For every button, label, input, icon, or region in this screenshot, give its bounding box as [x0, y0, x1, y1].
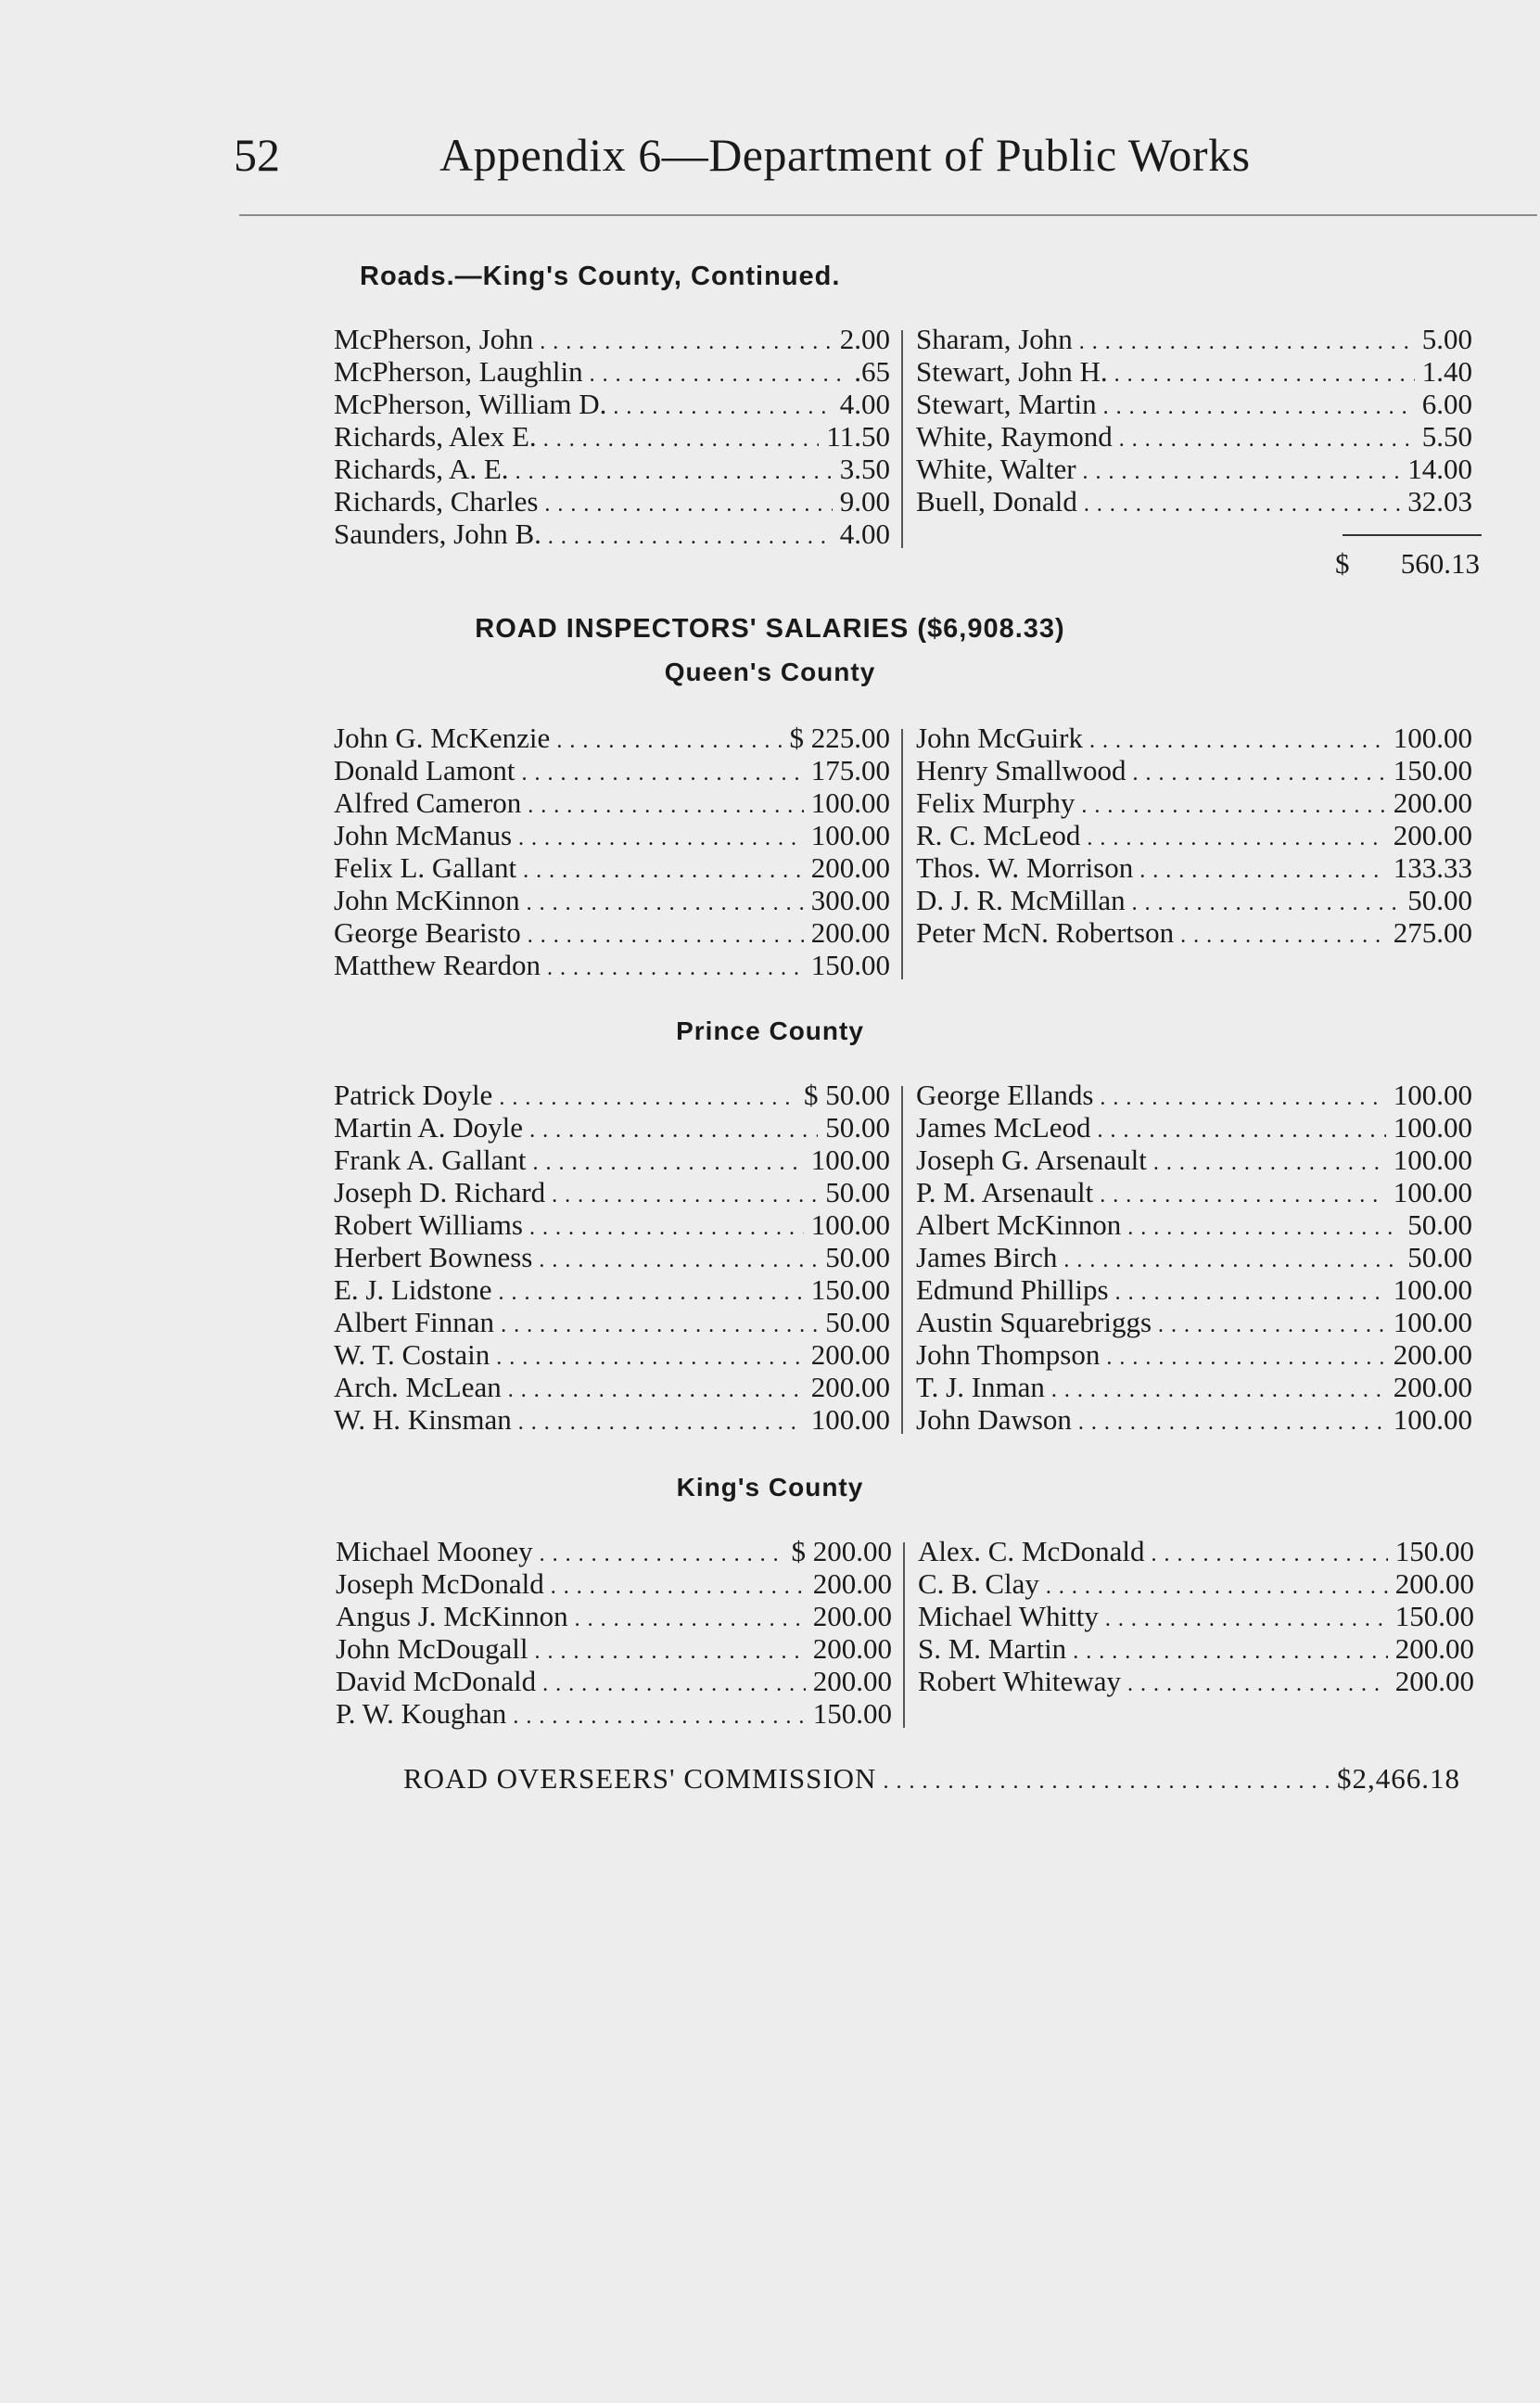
entry-amount: 200.00	[804, 1371, 890, 1403]
entry-name: Joseph G. Arsenault . . .	[916, 1144, 1472, 1180]
entry-name: Henry Smallwood . . .	[916, 754, 1472, 790]
entry-name: Buell, Donald . . .	[916, 485, 1472, 521]
page-number: 52	[234, 129, 280, 181]
total-value: 560.13	[1400, 547, 1480, 580]
ledger-row	[916, 453, 1472, 485]
ledger-row	[334, 323, 890, 355]
entry-amount: 9.00	[833, 485, 890, 518]
entry-amount: 200.00	[806, 1665, 892, 1697]
ledger-row	[334, 819, 890, 851]
entry-amount: 150.00	[1386, 754, 1472, 786]
prince-heading: Prince County	[676, 1016, 864, 1045]
entry-name: T. J. Inman . . .	[916, 1371, 1472, 1407]
entry-amount: 11.50	[819, 420, 890, 453]
ledger-row	[916, 786, 1472, 819]
entry-name: Alex. C. McDonald . . .	[918, 1535, 1474, 1571]
entry-name: Arch. McLean . . .	[334, 1371, 890, 1407]
column-divider	[901, 1086, 903, 1434]
roads-heading: Roads.—King's County, Continued.	[360, 262, 841, 291]
ledger-row	[334, 1371, 890, 1403]
entry-name: Robert Williams . . .	[334, 1208, 890, 1245]
ledger-row	[334, 1079, 890, 1111]
entry-name: Stewart, Martin . . .	[916, 388, 1472, 424]
entry-name: McPherson, John . . .	[334, 323, 890, 359]
ledger-row	[336, 1600, 892, 1632]
entry-name: S. M. Martin . . .	[918, 1632, 1474, 1668]
entry-amount: 100.00	[1386, 1306, 1472, 1338]
entry-amount: 100.00	[804, 786, 890, 819]
entry-name: Martin A. Doyle . . .	[334, 1111, 890, 1147]
entry-amount: 100.00	[1386, 1111, 1472, 1144]
entry-amount: 100.00	[1386, 1144, 1472, 1176]
entry-name: Donald Lamont . . .	[334, 754, 890, 790]
entry-amount: 50.00	[818, 1241, 890, 1273]
page-title: Appendix 6—Department of Public Works	[439, 129, 1251, 181]
entry-amount: 4.00	[833, 518, 890, 550]
entry-name: Richards, Alex E. . . .	[334, 420, 890, 456]
entry-amount: 200.00	[804, 851, 890, 884]
entry-name: Alfred Cameron . . .	[334, 786, 890, 823]
ledger-row	[918, 1665, 1474, 1697]
entry-name: Matthew Reardon . . .	[334, 949, 890, 985]
ledger-row	[336, 1567, 892, 1600]
entry-name: White, Walter . . .	[916, 453, 1472, 489]
ledger-row	[334, 916, 890, 949]
entry-name: Joseph D. Richard . . .	[334, 1176, 890, 1212]
total-rule	[1343, 534, 1482, 536]
entry-amount: 4.00	[833, 388, 890, 420]
right-column	[916, 722, 1472, 949]
ledger-row	[334, 722, 890, 754]
ledger-row	[334, 1144, 890, 1176]
ledger-row	[916, 323, 1472, 355]
ledger-row	[916, 819, 1472, 851]
entry-amount: $ 200.00	[784, 1535, 893, 1567]
entry-amount: 100.00	[1386, 1403, 1472, 1436]
entry-amount: 200.00	[1386, 1371, 1472, 1403]
ledger-row	[334, 420, 890, 453]
ledger-row	[916, 754, 1472, 786]
entry-amount: 50.00	[818, 1111, 890, 1144]
ledger-row	[916, 1371, 1472, 1403]
entry-name: Edmund Phillips . . .	[916, 1273, 1472, 1310]
entry-name: P. M. Arsenault . . .	[916, 1176, 1472, 1212]
commission-label: ROAD OVERSEERS' COMMISSION . . .	[403, 1762, 1434, 1795]
entry-amount: $ 225.00	[783, 722, 891, 754]
roads-table	[334, 323, 1474, 555]
entry-name: Joseph McDonald . . .	[336, 1567, 892, 1604]
entry-amount: 5.00	[1415, 323, 1472, 355]
ledger-row	[916, 916, 1472, 949]
entry-amount: 150.00	[806, 1697, 892, 1730]
entry-amount: 200.00	[806, 1567, 892, 1600]
entry-name: John McKinnon . . .	[334, 884, 890, 920]
entry-name: James McLeod . . .	[916, 1111, 1472, 1147]
entry-amount: 50.00	[818, 1306, 890, 1338]
page-header	[234, 128, 1328, 193]
entry-amount: 200.00	[1386, 1338, 1472, 1371]
ledger-row	[916, 420, 1472, 453]
ledger-row	[334, 1241, 890, 1273]
ledger-row	[918, 1632, 1474, 1665]
entry-amount: 50.00	[1400, 884, 1472, 916]
entry-amount: 200.00	[1388, 1567, 1474, 1600]
left-column	[334, 323, 890, 550]
entry-name: John McDougall . . .	[336, 1632, 892, 1668]
ledger-row	[334, 1176, 890, 1208]
entry-name: Peter McN. Robertson . . .	[916, 916, 1472, 952]
ledger-row	[334, 754, 890, 786]
entry-amount: 100.00	[1386, 1079, 1472, 1111]
entry-amount: 150.00	[804, 949, 890, 981]
entry-name: R. C. McLeod . . .	[916, 819, 1472, 855]
entry-name: McPherson, Laughlin . . .	[334, 355, 890, 391]
entry-amount: 150.00	[804, 1273, 890, 1306]
queens-table	[334, 722, 1474, 991]
column-divider	[903, 1542, 905, 1728]
entry-name: John G. McKenzie . . .	[334, 722, 890, 758]
ledger-row	[334, 1338, 890, 1371]
entry-name: C. B. Clay . . .	[918, 1567, 1474, 1604]
entry-amount: 2.00	[833, 323, 890, 355]
ledger-row	[334, 355, 890, 388]
commission-amount: $2,466.18	[1331, 1760, 1460, 1797]
entry-name: Michael Whitty . . .	[918, 1600, 1474, 1636]
entry-name: John McManus . . .	[334, 819, 890, 855]
entry-amount: 200.00	[1386, 786, 1472, 819]
ledger-row	[916, 1273, 1472, 1306]
right-column	[916, 1079, 1472, 1436]
entry-name: Michael Mooney . . .	[336, 1535, 892, 1571]
entry-name: David McDonald . . .	[336, 1665, 892, 1701]
ledger-row	[916, 722, 1472, 754]
ledger-row	[334, 786, 890, 819]
entry-amount: 300.00	[804, 884, 890, 916]
ledger-row	[334, 388, 890, 420]
entry-name: John McGuirk . . .	[916, 722, 1472, 758]
entry-name: Richards, Charles . . .	[334, 485, 890, 521]
entry-amount: 100.00	[804, 1208, 890, 1241]
right-column	[916, 323, 1472, 518]
ledger-row	[916, 1176, 1472, 1208]
entry-amount: 200.00	[806, 1632, 892, 1665]
entry-name: Richards, A. E. . . .	[334, 453, 890, 489]
entry-name: Stewart, John H. . . .	[916, 355, 1472, 391]
roads-total	[1335, 547, 1480, 581]
entry-amount: 175.00	[804, 754, 890, 786]
entry-name: White, Raymond . . .	[916, 420, 1472, 456]
entry-name: Felix L. Gallant . . .	[334, 851, 890, 888]
entry-amount: 133.33	[1386, 851, 1472, 884]
ledger-row	[336, 1632, 892, 1665]
ledger-row	[916, 884, 1472, 916]
ledger-row	[918, 1535, 1474, 1567]
entry-name: Sharam, John . . .	[916, 323, 1472, 359]
ledger-row	[916, 1306, 1472, 1338]
ledger-row	[916, 1403, 1472, 1436]
ledger-row	[916, 1111, 1472, 1144]
ledger-row	[334, 949, 890, 981]
ledger-row	[916, 1208, 1472, 1241]
ledger-row	[334, 1111, 890, 1144]
entry-name: George Bearisto . . .	[334, 916, 890, 952]
entry-amount: .65	[846, 355, 890, 388]
ledger-row	[334, 485, 890, 518]
ledger-row	[336, 1665, 892, 1697]
entry-amount: 200.00	[1386, 819, 1472, 851]
entry-name: Albert Finnan . . .	[334, 1306, 890, 1342]
entry-amount: 275.00	[1386, 916, 1472, 949]
entry-name: Herbert Bowness . . .	[334, 1241, 890, 1277]
ledger-row	[334, 1403, 890, 1436]
ledger-row	[916, 851, 1472, 884]
entry-amount: 1.40	[1415, 355, 1472, 388]
ledger-row	[334, 518, 890, 550]
entry-name: John Thompson . . .	[916, 1338, 1472, 1374]
entry-amount: 50.00	[1400, 1241, 1472, 1273]
ledger-row	[334, 884, 890, 916]
entry-name: Saunders, John B. . . .	[334, 518, 890, 554]
entry-amount: 200.00	[804, 1338, 890, 1371]
entry-name: Frank A. Gallant . . .	[334, 1144, 890, 1180]
entry-name: Austin Squarebriggs . . .	[916, 1306, 1472, 1342]
entry-name: W. H. Kinsman . . .	[334, 1403, 890, 1439]
ledger-row	[916, 1144, 1472, 1176]
entry-name: Felix Murphy . . .	[916, 786, 1472, 823]
entry-amount: 200.00	[1388, 1632, 1474, 1665]
right-column	[918, 1535, 1474, 1697]
entry-amount: $ 50.00	[796, 1079, 890, 1111]
entry-name: Patrick Doyle . . .	[334, 1079, 890, 1115]
entry-amount: 6.00	[1415, 388, 1472, 420]
ledger-row	[916, 388, 1472, 420]
entry-name: John Dawson . . .	[916, 1403, 1472, 1439]
ledger-row	[334, 1208, 890, 1241]
entry-amount: 14.00	[1400, 453, 1472, 485]
ledger-row	[916, 1079, 1472, 1111]
inspectors-heading: ROAD INSPECTORS' SALARIES ($6,908.33)	[475, 614, 1065, 644]
entry-name: Albert McKinnon . . .	[916, 1208, 1472, 1245]
ledger-row	[336, 1535, 892, 1567]
queens-heading: Queen's County	[664, 658, 876, 686]
entry-amount: 200.00	[804, 916, 890, 949]
entry-amount: 50.00	[818, 1176, 890, 1208]
ledger-row	[334, 453, 890, 485]
entry-amount: 100.00	[1386, 722, 1472, 754]
ledger-row	[918, 1600, 1474, 1632]
ledger-row	[916, 1241, 1472, 1273]
ledger-row	[918, 1567, 1474, 1600]
entry-amount: 150.00	[1388, 1600, 1474, 1632]
entry-name: George Ellands . . .	[916, 1079, 1472, 1115]
left-column	[334, 1079, 890, 1436]
entry-name: D. J. R. McMillan . . .	[916, 884, 1472, 920]
entry-amount: 3.50	[833, 453, 890, 485]
entry-amount: 150.00	[1388, 1535, 1474, 1567]
kings-heading: King's County	[676, 1473, 864, 1502]
column-divider	[901, 729, 903, 979]
entry-name: Angus J. McKinnon . . .	[336, 1600, 892, 1636]
entry-amount: 100.00	[804, 1403, 890, 1436]
entry-amount: 100.00	[804, 819, 890, 851]
prince-table	[334, 1079, 1474, 1440]
ledger-row	[336, 1697, 892, 1730]
entry-name: W. T. Costain . . .	[334, 1338, 890, 1374]
entry-name: Thos. W. Morrison . . .	[916, 851, 1472, 888]
ledger-row	[334, 1306, 890, 1338]
kings-table	[336, 1535, 1476, 1739]
ledger-row	[334, 1273, 890, 1306]
ledger-row	[916, 355, 1472, 388]
ledger-row	[334, 851, 890, 884]
entry-amount: 32.03	[1400, 485, 1472, 518]
entry-amount: 5.50	[1415, 420, 1472, 453]
commission-line	[403, 1760, 1460, 1797]
entry-amount: 50.00	[1400, 1208, 1472, 1241]
header-rule	[239, 214, 1537, 216]
entry-name: Robert Whiteway . . .	[918, 1665, 1474, 1701]
entry-amount: 100.00	[1386, 1273, 1472, 1306]
entry-name: James Birch . . .	[916, 1241, 1472, 1277]
entry-amount: 200.00	[806, 1600, 892, 1632]
ledger-row	[916, 485, 1472, 518]
total-currency: $	[1335, 547, 1350, 580]
entry-amount: 100.00	[804, 1144, 890, 1176]
column-divider	[901, 330, 903, 548]
ledger-row	[916, 1338, 1472, 1371]
entry-amount: 200.00	[1388, 1665, 1474, 1697]
entry-name: McPherson, William D. . . .	[334, 388, 890, 424]
entry-name: P. W. Koughan . . .	[336, 1697, 892, 1733]
left-column	[336, 1535, 892, 1730]
entry-amount: 100.00	[1386, 1176, 1472, 1208]
entry-name: E. J. Lidstone . . .	[334, 1273, 890, 1310]
left-column	[334, 722, 890, 981]
